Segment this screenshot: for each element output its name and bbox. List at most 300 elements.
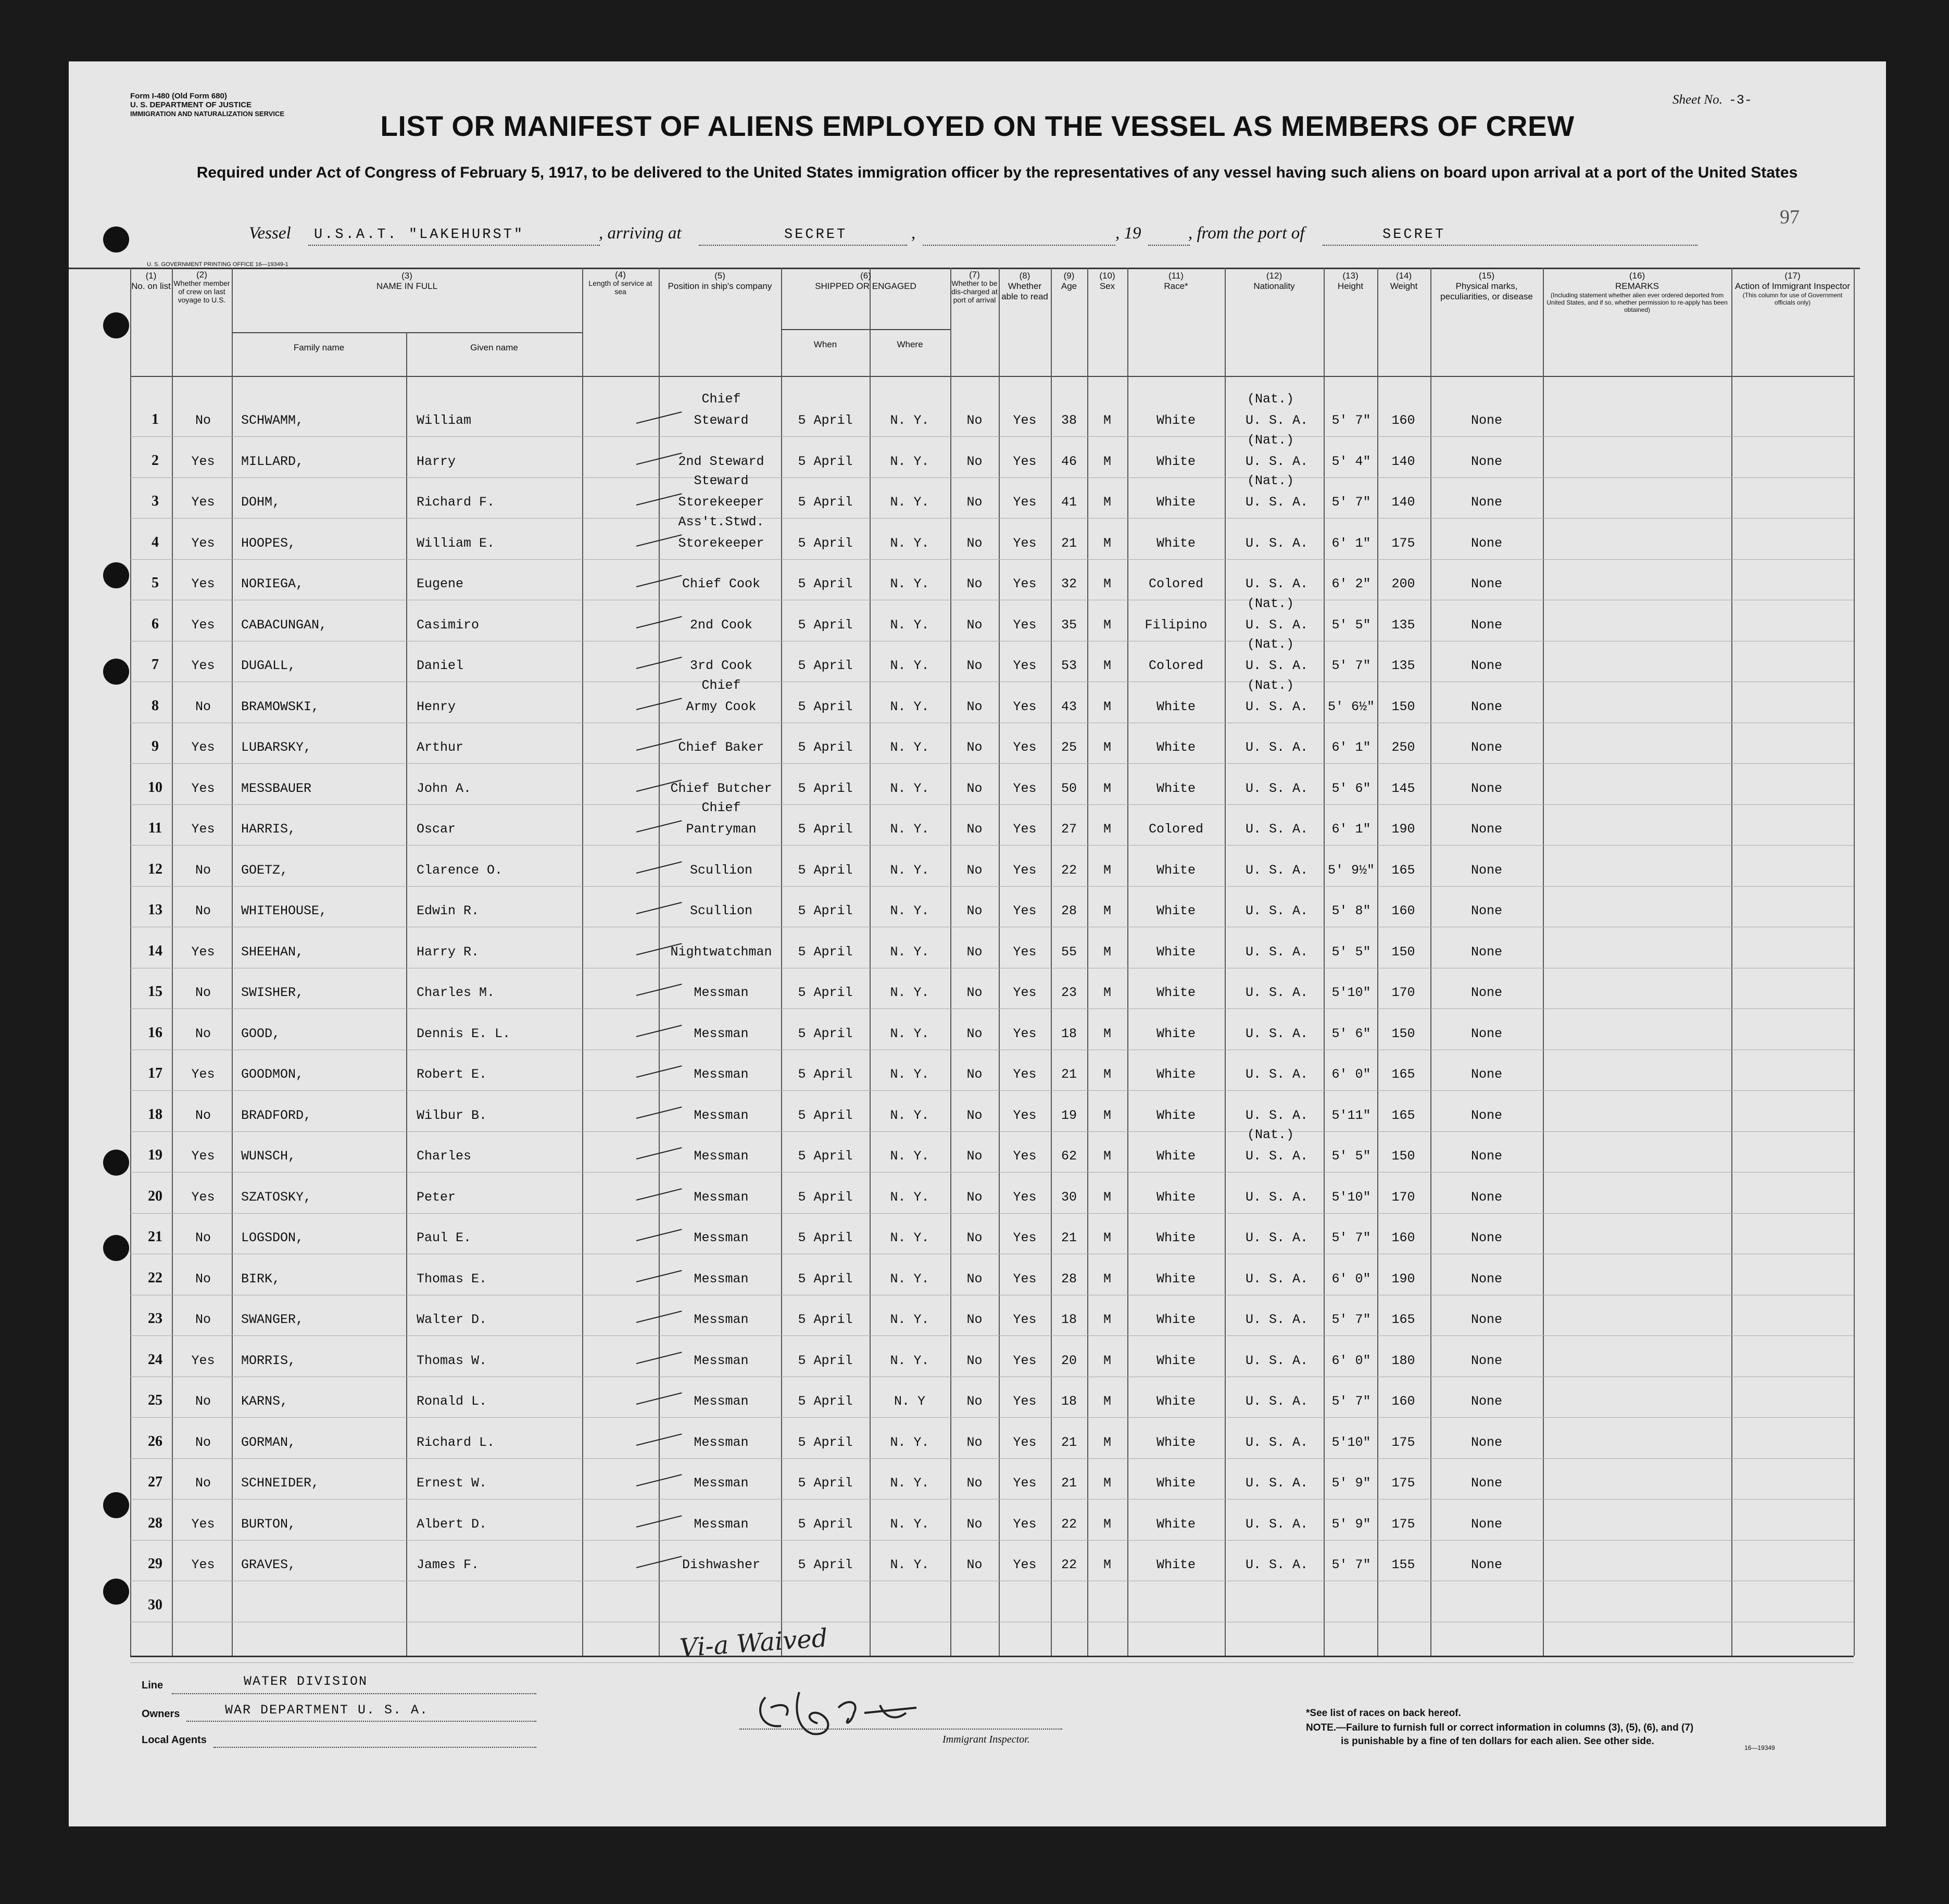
nationality-cell: U. S. A. bbox=[1246, 822, 1309, 837]
given-name-cell: Dennis E. L. bbox=[417, 1026, 511, 1041]
physical-marks-cell: None bbox=[1470, 1476, 1502, 1491]
sex-cell: M bbox=[1103, 453, 1111, 469]
nationality-cell: U. S. A. bbox=[1246, 495, 1309, 510]
weight-cell: 135 bbox=[1391, 658, 1415, 673]
given-name-cell: Daniel bbox=[417, 658, 464, 673]
row-number: 29 bbox=[148, 1556, 162, 1572]
nationality-cell: U. S. A. bbox=[1246, 1516, 1309, 1532]
height-cell: 5' 9½" bbox=[1327, 862, 1375, 878]
shipped-when-cell: 5 April bbox=[798, 495, 853, 510]
given-name-cell: Walter D. bbox=[417, 1312, 487, 1327]
able-to-read-cell: Yes bbox=[1013, 535, 1037, 551]
height-cell: 5' 7" bbox=[1331, 1312, 1371, 1327]
discharged-cell: No bbox=[966, 780, 983, 796]
column-title: SHIPPED OR ENGAGED bbox=[815, 281, 916, 291]
able-to-read-cell: Yes bbox=[1013, 658, 1037, 673]
prev-voyage-cell: No bbox=[195, 699, 211, 714]
shipped-when-cell: 5 April bbox=[798, 780, 853, 796]
family-name-cell: SWANGER, bbox=[241, 1312, 304, 1327]
given-name-cell: Richard F. bbox=[417, 495, 495, 510]
nationality-cell: U. S. A. bbox=[1246, 535, 1309, 551]
height-cell: 5' 5" bbox=[1331, 944, 1371, 960]
height-cell: 6' 1" bbox=[1331, 740, 1371, 755]
able-to-read-cell: Yes bbox=[1013, 1476, 1037, 1491]
table-top-border bbox=[69, 268, 1860, 269]
nationality-note-cell: (Nat.) bbox=[1247, 473, 1294, 488]
discharged-cell: No bbox=[966, 1107, 983, 1123]
family-name-cell: KARNS, bbox=[241, 1394, 288, 1409]
able-to-read-cell: Yes bbox=[1013, 1026, 1037, 1041]
able-to-read-cell: Yes bbox=[1013, 780, 1037, 796]
header-where: Where bbox=[897, 339, 923, 349]
header-c8 bbox=[1000, 271, 1050, 302]
race-cell: White bbox=[1156, 985, 1196, 1000]
height-cell: 5' 9" bbox=[1331, 1516, 1371, 1532]
from-dotline bbox=[1323, 245, 1697, 246]
discharged-cell: No bbox=[966, 576, 983, 591]
discharged-cell: No bbox=[966, 1149, 983, 1164]
given-name-cell: Albert D. bbox=[417, 1516, 487, 1532]
column-number: (1) bbox=[145, 271, 157, 281]
owners-dotline bbox=[186, 1721, 536, 1722]
row-number: 10 bbox=[148, 779, 162, 796]
physical-marks-cell: None bbox=[1470, 944, 1502, 960]
family-name-cell: MILLARD, bbox=[241, 453, 304, 469]
age-cell: 18 bbox=[1061, 1394, 1077, 1409]
shipped-where-cell: N. Y. bbox=[890, 495, 929, 510]
vessel-dotline bbox=[308, 245, 600, 246]
position-line1-cell: Chief bbox=[701, 677, 741, 693]
prev-voyage-cell: Yes bbox=[191, 495, 215, 510]
shipped-when-cell: 5 April bbox=[798, 862, 853, 878]
shipped-when-cell: 5 April bbox=[798, 1230, 853, 1245]
column-subtitle: (Including statement whether alien ever ordered deported from United States, and if so, whether permission to re-apply has been obtained) bbox=[1546, 292, 1728, 313]
physical-marks-cell: None bbox=[1470, 413, 1502, 428]
shipped-when-cell: 5 April bbox=[798, 535, 853, 551]
able-to-read-cell: Yes bbox=[1013, 822, 1037, 837]
punch-hole bbox=[103, 562, 129, 588]
column-title: Sex bbox=[1099, 281, 1115, 291]
column-number: (13) bbox=[1342, 271, 1359, 281]
header-bottom-border bbox=[130, 376, 1854, 377]
given-name-cell: Clarence O. bbox=[417, 862, 503, 878]
able-to-read-cell: Yes bbox=[1013, 1394, 1037, 1409]
prev-voyage-cell: No bbox=[195, 903, 211, 918]
inspector-dotline bbox=[739, 1729, 1062, 1730]
sex-cell: M bbox=[1103, 658, 1111, 673]
weight-cell: 160 bbox=[1391, 1230, 1415, 1245]
row-number: 20 bbox=[148, 1188, 162, 1204]
column-title: Whether member of crew on last voyage to U.S. bbox=[173, 279, 230, 304]
height-cell: 6' 0" bbox=[1331, 1353, 1371, 1368]
row-number: 6 bbox=[152, 615, 159, 632]
row-number: 5 bbox=[152, 575, 159, 591]
height-cell: 5' 7" bbox=[1331, 1230, 1371, 1245]
sex-cell: M bbox=[1103, 535, 1111, 551]
shipped-where-cell: N. Y. bbox=[890, 740, 929, 755]
weight-cell: 170 bbox=[1391, 1189, 1415, 1205]
from-port: SECRET bbox=[1382, 227, 1446, 243]
age-cell: 22 bbox=[1061, 1516, 1077, 1532]
row-number: 23 bbox=[148, 1310, 162, 1327]
able-to-read-cell: Yes bbox=[1013, 985, 1037, 1000]
age-cell: 38 bbox=[1061, 413, 1077, 428]
shipped-where-cell: N. Y. bbox=[890, 1353, 929, 1368]
physical-marks-cell: None bbox=[1470, 903, 1502, 918]
age-cell: 23 bbox=[1061, 985, 1077, 1000]
able-to-read-cell: Yes bbox=[1013, 576, 1037, 591]
height-cell: 6' 2" bbox=[1331, 576, 1371, 591]
prev-voyage-cell: Yes bbox=[191, 1557, 215, 1572]
shipped-where-cell: N. Y. bbox=[890, 1067, 929, 1082]
age-cell: 21 bbox=[1061, 1434, 1077, 1450]
weight-cell: 150 bbox=[1391, 944, 1415, 960]
table-bottom-border bbox=[130, 1656, 1854, 1657]
punch-hole bbox=[103, 1579, 129, 1605]
prev-voyage-cell: Yes bbox=[191, 1516, 215, 1532]
sheet-number bbox=[1673, 93, 1752, 108]
family-name-cell: GOODMON, bbox=[241, 1067, 304, 1082]
punch-hole bbox=[103, 1150, 129, 1176]
weight-cell: 170 bbox=[1391, 985, 1415, 1000]
able-to-read-cell: Yes bbox=[1013, 1312, 1037, 1327]
form-code: 16—19349 bbox=[1744, 1744, 1775, 1751]
family-name-cell: HOOPES, bbox=[241, 535, 296, 551]
shipped-when-cell: 5 April bbox=[798, 658, 853, 673]
weight-cell: 155 bbox=[1391, 1557, 1415, 1572]
sex-cell: M bbox=[1103, 617, 1111, 633]
sex-cell: M bbox=[1103, 1230, 1111, 1245]
punch-hole bbox=[103, 1492, 129, 1518]
position-cell: Army Cook bbox=[686, 699, 757, 714]
position-cell: Scullion bbox=[689, 862, 753, 878]
race-cell: White bbox=[1156, 535, 1196, 551]
shipped-when-cell: 5 April bbox=[798, 576, 853, 591]
sheet-label: Sheet No. bbox=[1673, 93, 1722, 107]
nationality-cell: U. S. A. bbox=[1246, 1434, 1309, 1450]
able-to-read-cell: Yes bbox=[1013, 1107, 1037, 1123]
height-cell: 5'10" bbox=[1331, 985, 1371, 1000]
age-cell: 50 bbox=[1061, 780, 1077, 796]
age-cell: 19 bbox=[1061, 1107, 1077, 1123]
family-name-cell: MORRIS, bbox=[241, 1353, 296, 1368]
prev-voyage-cell: Yes bbox=[191, 1353, 215, 1368]
sex-cell: M bbox=[1103, 903, 1111, 918]
physical-marks-cell: None bbox=[1470, 862, 1502, 878]
shipped-when-cell: 5 April bbox=[798, 1271, 853, 1287]
row-number: 7 bbox=[152, 657, 159, 673]
able-to-read-cell: Yes bbox=[1013, 699, 1037, 714]
nationality-cell: U. S. A. bbox=[1246, 944, 1309, 960]
row-number: 27 bbox=[148, 1474, 162, 1490]
able-to-read-cell: Yes bbox=[1013, 862, 1037, 878]
column-title: Age bbox=[1061, 281, 1077, 291]
nationality-cell: U. S. A. bbox=[1246, 1067, 1309, 1082]
weight-cell: 175 bbox=[1391, 1476, 1415, 1491]
date-dotline bbox=[923, 245, 1115, 246]
column-title: Whether to be dis-charged at port of arrival bbox=[951, 279, 998, 304]
position-cell: Chief Baker bbox=[678, 740, 764, 755]
position-cell: Messman bbox=[694, 1353, 749, 1368]
column-title: NAME IN FULL bbox=[376, 281, 438, 291]
sex-cell: M bbox=[1103, 1026, 1111, 1041]
position-cell: Messman bbox=[694, 1149, 749, 1164]
shipped-when-cell: 5 April bbox=[798, 1312, 853, 1327]
prev-voyage-cell: Yes bbox=[191, 576, 215, 591]
race-cell: White bbox=[1156, 1189, 1196, 1205]
physical-marks-cell: None bbox=[1470, 699, 1502, 714]
age-cell: 28 bbox=[1061, 903, 1077, 918]
weight-cell: 135 bbox=[1391, 617, 1415, 633]
race-cell: White bbox=[1156, 1476, 1196, 1491]
discharged-cell: No bbox=[966, 740, 983, 755]
given-name-cell: Richard L. bbox=[417, 1434, 495, 1450]
discharged-cell: No bbox=[966, 1394, 983, 1409]
row-number: 16 bbox=[148, 1024, 162, 1041]
race-cell: Colored bbox=[1148, 576, 1204, 591]
prev-voyage-cell: No bbox=[195, 985, 211, 1000]
physical-marks-cell: None bbox=[1470, 1271, 1502, 1287]
races-note: *See list of races on back hereof. bbox=[1306, 1708, 1461, 1719]
position-cell: Chief Butcher bbox=[670, 780, 772, 796]
discharged-cell: No bbox=[966, 1312, 983, 1327]
prev-voyage-cell: Yes bbox=[191, 1189, 215, 1205]
height-cell: 5' 7" bbox=[1331, 495, 1371, 510]
family-name-cell: LOGSDON, bbox=[241, 1230, 304, 1245]
prev-voyage-cell: Yes bbox=[191, 535, 215, 551]
discharged-cell: No bbox=[966, 413, 983, 428]
race-cell: White bbox=[1156, 944, 1196, 960]
prev-voyage-cell: Yes bbox=[191, 822, 215, 837]
prev-voyage-cell: Yes bbox=[191, 1067, 215, 1082]
position-cell: 2nd Cook bbox=[689, 617, 753, 633]
shipped-when-cell: 5 April bbox=[798, 617, 853, 633]
family-name-cell: BURTON, bbox=[241, 1516, 296, 1532]
sex-cell: M bbox=[1103, 985, 1111, 1000]
nationality-note-cell: (Nat.) bbox=[1247, 1127, 1294, 1142]
discharged-cell: No bbox=[966, 944, 983, 960]
height-cell: 5' 9" bbox=[1331, 1476, 1371, 1491]
age-cell: 41 bbox=[1061, 495, 1077, 510]
race-cell: Filipino bbox=[1145, 617, 1208, 633]
row-number: 13 bbox=[148, 902, 162, 918]
given-name-cell: Charles M. bbox=[417, 985, 495, 1000]
physical-marks-cell: None bbox=[1470, 617, 1502, 633]
row-number: 21 bbox=[148, 1229, 162, 1245]
header-c14 bbox=[1378, 271, 1429, 292]
position-cell: 3rd Cook bbox=[689, 658, 753, 673]
position-cell: Messman bbox=[694, 1516, 749, 1532]
discharged-cell: No bbox=[966, 1434, 983, 1450]
weight-cell: 165 bbox=[1391, 862, 1415, 878]
discharged-cell: No bbox=[966, 903, 983, 918]
column-number: (16) bbox=[1629, 271, 1645, 281]
sex-cell: M bbox=[1103, 944, 1111, 960]
family-name-cell: SCHWAMM, bbox=[241, 413, 304, 428]
nationality-cell: U. S. A. bbox=[1246, 413, 1309, 428]
nationality-note-cell: (Nat.) bbox=[1247, 432, 1294, 448]
shipped-where-cell: N. Y. bbox=[890, 1557, 929, 1572]
shipped-where-cell: N. Y. bbox=[890, 658, 929, 673]
column-number: (14) bbox=[1395, 271, 1412, 281]
nationality-cell: U. S. A. bbox=[1246, 1230, 1309, 1245]
shipped-where-cell: N. Y. bbox=[890, 535, 929, 551]
column-title: Physical marks, peculiarities, or disease bbox=[1440, 281, 1533, 301]
physical-marks-cell: None bbox=[1470, 1516, 1502, 1532]
discharged-cell: No bbox=[966, 1516, 983, 1532]
position-cell: Messman bbox=[694, 1107, 749, 1123]
nationality-cell: U. S. A. bbox=[1246, 1394, 1309, 1409]
weight-cell: 165 bbox=[1391, 1107, 1415, 1123]
discharged-cell: No bbox=[966, 822, 983, 837]
height-cell: 5' 4" bbox=[1331, 453, 1371, 469]
shipped-where-cell: N. Y bbox=[894, 1394, 925, 1409]
height-cell: 5'10" bbox=[1331, 1189, 1371, 1205]
sex-cell: M bbox=[1103, 1394, 1111, 1409]
nationality-cell: U. S. A. bbox=[1246, 780, 1309, 796]
column-divider bbox=[1854, 268, 1855, 1656]
given-name-cell: Henry bbox=[417, 699, 456, 714]
given-name-cell: Thomas W. bbox=[417, 1353, 487, 1368]
able-to-read-cell: Yes bbox=[1013, 944, 1037, 960]
shipped-when-cell: 5 April bbox=[798, 944, 853, 960]
given-name-cell: John A. bbox=[417, 780, 472, 796]
shipped-where-cell: N. Y. bbox=[890, 1312, 929, 1327]
sex-cell: M bbox=[1103, 1149, 1111, 1164]
shipped-when-cell: 5 April bbox=[798, 413, 853, 428]
able-to-read-cell: Yes bbox=[1013, 903, 1037, 918]
row-number: 30 bbox=[148, 1596, 162, 1613]
able-to-read-cell: Yes bbox=[1013, 495, 1037, 510]
shipped-where-cell: N. Y. bbox=[890, 862, 929, 878]
age-cell: 32 bbox=[1061, 576, 1077, 591]
column-number: (7) bbox=[969, 270, 980, 280]
position-cell: Steward bbox=[694, 413, 749, 428]
row-number: 9 bbox=[152, 738, 159, 754]
prev-voyage-cell: No bbox=[195, 1271, 211, 1287]
shipped-where-cell: N. Y. bbox=[890, 1271, 929, 1287]
physical-marks-cell: None bbox=[1470, 453, 1502, 469]
sex-cell: M bbox=[1103, 862, 1111, 878]
nationality-cell: U. S. A. bbox=[1246, 1476, 1309, 1491]
vessel-name: U.S.A.T. "LAKEHURST" bbox=[314, 227, 525, 243]
inspector-signature bbox=[750, 1676, 969, 1744]
column-title: Height bbox=[1337, 281, 1364, 291]
header-c6 bbox=[782, 271, 949, 292]
race-cell: White bbox=[1156, 495, 1196, 510]
height-cell: 5' 7" bbox=[1331, 658, 1371, 673]
header-c5 bbox=[660, 271, 780, 292]
race-cell: White bbox=[1156, 1312, 1196, 1327]
given-name-cell: Peter bbox=[417, 1189, 456, 1205]
position-cell: Dishwasher bbox=[682, 1557, 761, 1572]
weight-cell: 150 bbox=[1391, 1149, 1415, 1164]
nationality-cell: U. S. A. bbox=[1246, 1107, 1309, 1123]
shipped-where-cell: N. Y. bbox=[890, 903, 929, 918]
sex-cell: M bbox=[1103, 1557, 1111, 1572]
weight-cell: 160 bbox=[1391, 903, 1415, 918]
weight-cell: 165 bbox=[1391, 1067, 1415, 1082]
nationality-note-cell: (Nat.) bbox=[1247, 596, 1294, 611]
shipped-where-cell: N. Y. bbox=[890, 985, 929, 1000]
given-name-cell: Charles bbox=[417, 1149, 472, 1164]
family-name-cell: GRAVES, bbox=[241, 1557, 296, 1572]
race-cell: White bbox=[1156, 413, 1196, 428]
age-cell: 27 bbox=[1061, 822, 1077, 837]
weight-cell: 160 bbox=[1391, 413, 1415, 428]
position-cell: Messman bbox=[694, 1230, 749, 1245]
physical-marks-cell: None bbox=[1470, 1434, 1502, 1450]
shipped-when-cell: 5 April bbox=[798, 453, 853, 469]
discharged-cell: No bbox=[966, 862, 983, 878]
column-number: (15) bbox=[1478, 271, 1495, 281]
penalty-note-2: is punishable by a fine of ten dollars for each alien. See other side. bbox=[1341, 1736, 1654, 1747]
race-cell: White bbox=[1156, 780, 1196, 796]
stamp-number: 97 bbox=[1780, 206, 1800, 228]
column-number: (9) bbox=[1063, 271, 1075, 281]
nationality-cell: U. S. A. bbox=[1246, 699, 1309, 714]
weight-cell: 190 bbox=[1391, 1271, 1415, 1287]
shipped-where-cell: N. Y. bbox=[890, 453, 929, 469]
given-name-cell: William E. bbox=[417, 535, 495, 551]
header-c11 bbox=[1128, 271, 1224, 292]
discharged-cell: No bbox=[966, 1067, 983, 1082]
department-name: U. S. DEPARTMENT OF JUSTICE bbox=[130, 100, 252, 109]
age-cell: 55 bbox=[1061, 944, 1077, 960]
height-cell: 5' 5" bbox=[1331, 617, 1371, 633]
sex-cell: M bbox=[1103, 1353, 1111, 1368]
page-subtitle: Required under Act of Congress of February 5, 1917, to be delivered to the United States immigration officer by the representatives of any vessel having such aliens on board upon arrival at a port of the United States bbox=[196, 164, 1798, 181]
prev-voyage-cell: Yes bbox=[191, 944, 215, 960]
shipped-where-cell: N. Y. bbox=[890, 1189, 929, 1205]
agents-dotline bbox=[213, 1747, 536, 1748]
column-number: (12) bbox=[1266, 271, 1282, 281]
sex-cell: M bbox=[1103, 822, 1111, 837]
row-number: 3 bbox=[152, 493, 159, 509]
shipped-where-cell: N. Y. bbox=[890, 780, 929, 796]
column-title: Nationality bbox=[1253, 281, 1295, 291]
column-number: (6) bbox=[860, 271, 871, 281]
discharged-cell: No bbox=[966, 1230, 983, 1245]
able-to-read-cell: Yes bbox=[1013, 1271, 1037, 1287]
position-cell: Chief Cook bbox=[682, 576, 761, 591]
discharged-cell: No bbox=[966, 1353, 983, 1368]
nationality-cell: U. S. A. bbox=[1246, 1557, 1309, 1572]
prev-voyage-cell: No bbox=[195, 1312, 211, 1327]
row-rule bbox=[130, 1662, 1854, 1663]
shipped-when-cell: 5 April bbox=[798, 1516, 853, 1532]
position-line1-cell: Ass't.Stwd. bbox=[678, 514, 764, 529]
able-to-read-cell: Yes bbox=[1013, 1230, 1037, 1245]
physical-marks-cell: None bbox=[1470, 535, 1502, 551]
age-cell: 46 bbox=[1061, 453, 1077, 469]
race-cell: White bbox=[1156, 1026, 1196, 1041]
given-name-cell: Ronald L. bbox=[417, 1394, 487, 1409]
nationality-note-cell: (Nat.) bbox=[1247, 637, 1294, 652]
column-number: (5) bbox=[714, 271, 725, 281]
row-number: 24 bbox=[148, 1351, 162, 1368]
family-name-cell: SCHNEIDER, bbox=[241, 1476, 320, 1491]
age-cell: 21 bbox=[1061, 1230, 1077, 1245]
nationality-cell: U. S. A. bbox=[1246, 658, 1309, 673]
header-c3 bbox=[233, 271, 581, 292]
discharged-cell: No bbox=[966, 1271, 983, 1287]
column-title: No. on list bbox=[131, 281, 171, 291]
header-c4 bbox=[583, 271, 658, 296]
line-value: WATER DIVISION bbox=[244, 1674, 368, 1689]
shipped-when-cell: 5 April bbox=[798, 1067, 853, 1082]
printing-office-note: U. S. GOVERNMENT PRINTING OFFICE 16—19349-1 bbox=[147, 261, 288, 268]
